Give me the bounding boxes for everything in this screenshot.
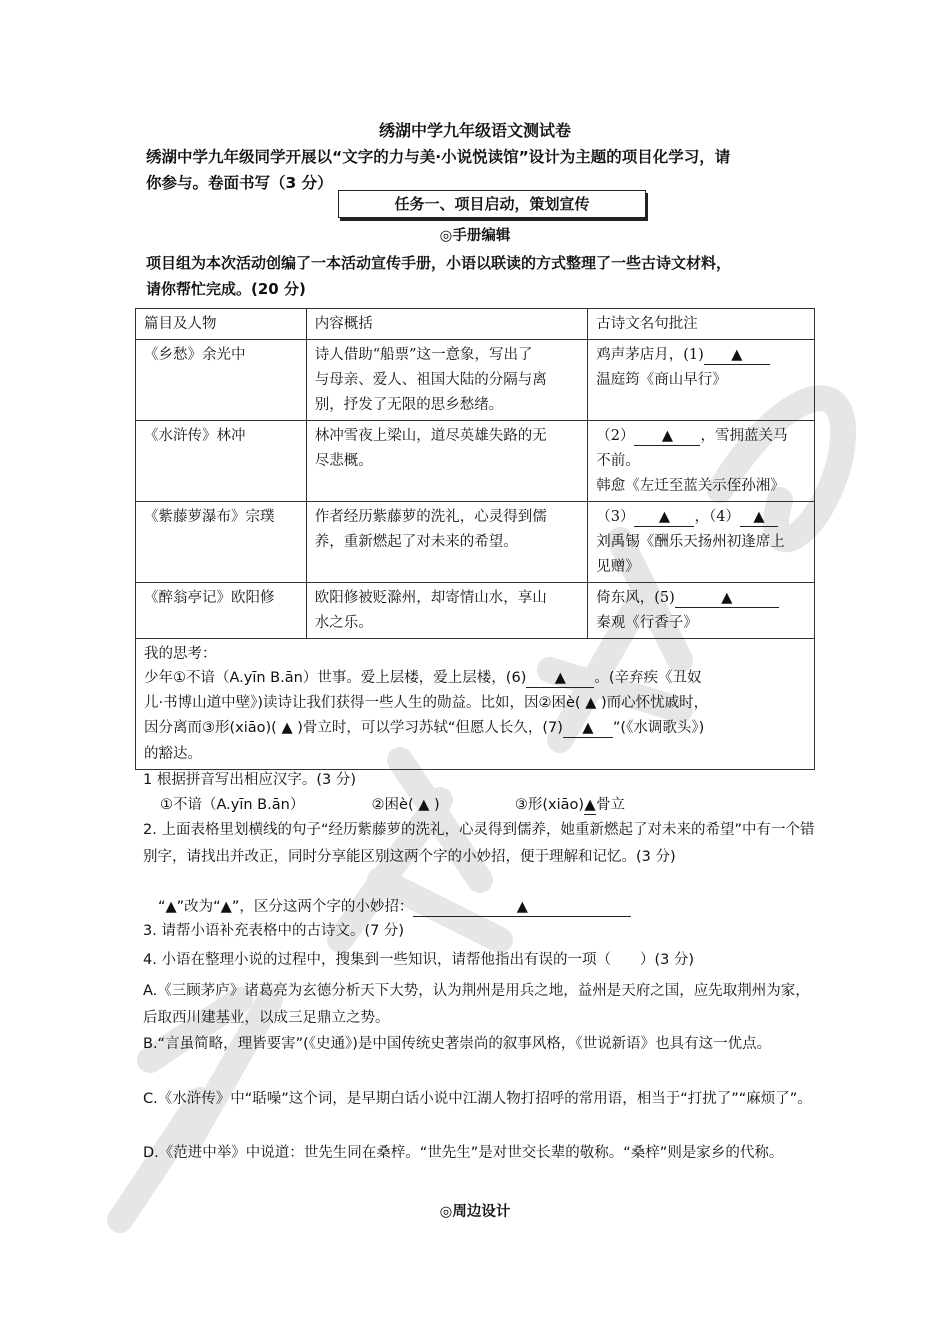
answer-blank-7[interactable]: ▲ <box>563 719 613 738</box>
note-text: 倚东风，(5) <box>596 590 675 606</box>
summary-line: 与母亲、爱人、祖国大陆的分隔与离 <box>314 372 547 388</box>
intro-line-1: 绣湖中学九年级同学开展以“文字的力与美·小说悦读馆”设计为主题的项目化学习，请 <box>146 148 731 166</box>
answer-blank-3[interactable]: ▲ <box>634 508 694 527</box>
exam-title: 绣湖中学九年级语文测试卷 <box>378 121 571 140</box>
summary-line: 水之乐。 <box>314 615 373 631</box>
summary-line: 诗人借助“船票”这一意象，写出了 <box>314 347 533 363</box>
table-header-row <box>136 309 815 340</box>
q1-option-c-suffix: 骨立 <box>596 797 626 813</box>
thinking-text: 的豁达。 <box>144 746 202 762</box>
note-source: 见赠》 <box>596 559 640 575</box>
header-cell: 内容概括 <box>306 309 588 340</box>
q4-option-c[interactable]: C.《水浒传》中“聒噪”这个词，是早期白话小说中江湖人物打招呼的常用语，相当于“打扰了”“麻烦了”。 <box>143 1091 812 1107</box>
note-cell <box>588 583 815 639</box>
summary-line: 别，抒发了无限的思乡愁绪。 <box>314 397 504 413</box>
answer-blank-1[interactable]: ▲ <box>704 346 770 365</box>
thinking-text: 因分离而③形(xiāo)( ▲ )骨立时，可以学习苏轼“但愿人长久，(7) <box>144 720 563 736</box>
work-cell: 《水浒传》林冲 <box>136 421 307 502</box>
q1-answer-blank[interactable]: ▲ <box>584 797 596 813</box>
question-2: 2. 上面表格里划横线的句子“经历紫藤萝的洗礼，心灵得到儒养，她重新燃起了对未来的希望”中有一个错别字，请找出并改正，同时分享能区别这两个字的小妙招，便于理解和记忆。(3 分) <box>143 822 815 865</box>
note-text: 鸡声茅店月，(1) <box>596 347 704 363</box>
summary-line: 养，重新燃起了对未来的希望。 <box>314 534 518 550</box>
summary-cell <box>306 502 588 583</box>
question-1-options <box>160 792 625 818</box>
answer-blank-2[interactable]: ▲ <box>634 427 700 446</box>
table-row <box>136 502 815 583</box>
thinking-text: 儿·书博山道中壁》)读诗让我们获得一些人生的勋益。比如，因②困è( ▲ )而心怀忧戚时， <box>144 695 709 711</box>
thinking-text: 少年①不谙（A.yīn B.ān）世事。爱上层楼，爱上层楼，(6) <box>144 670 527 686</box>
answer-blank-4[interactable]: ▲ <box>740 508 778 527</box>
q4-option-b[interactable]: B.“言虽简略，理皆要害”(《史通》)是中国传统史著崇尚的叙事风格，《世说新语》也具有这一优点。 <box>143 1036 772 1052</box>
question-1: 1 根据拼音写出相应汉字。(3 分) <box>143 772 356 788</box>
answer-blank-5[interactable]: ▲ <box>675 589 779 608</box>
q1-option-a: ①不谙（A.yīn B.ān） <box>160 797 305 813</box>
q2-answer-text: “▲”改为“▲”，区分这两个字的小妙招： <box>158 899 414 915</box>
handbook-desc-line-2: 请你帮忙完成。(20 分) <box>146 280 306 298</box>
note-source: 温庭筠《商山早行》 <box>596 372 727 388</box>
summary-cell <box>306 583 588 639</box>
summary-cell <box>306 421 588 502</box>
question-3: 3. 请帮小语补充表格中的古诗文。(7 分) <box>143 923 405 939</box>
summary-line: 作者经历紫藤萝的洗礼，心灵得到儒 <box>314 509 547 525</box>
question-4: 4. 小语在整理小说的过程中，搜集到一些知识，请帮他指出有误的一项（ ）(3 分) <box>143 952 695 968</box>
table-row <box>136 421 815 502</box>
thinking-text: 。(辛弃疾《丑奴 <box>594 670 702 686</box>
q2-answer-blank[interactable]: ▲ <box>413 898 631 917</box>
note-cell <box>588 340 815 421</box>
q4-option-a[interactable]: A.《三顾茅庐》诸葛亮为玄德分析天下大势，认为荆州是用兵之地，益州是天府之国，应先取荆州为家，后取西川建基业，以成三足鼎立之势。 <box>143 983 810 1026</box>
task1-heading-box: 任务一、项目启动，策划宣传 <box>338 190 646 218</box>
summary-cell <box>306 340 588 421</box>
work-cell: 《紫藤萝瀑布》宗璞 <box>136 502 307 583</box>
q1-option-c: ③形(xiāo) <box>514 797 585 813</box>
note-text: ，雪拥蓝关马 <box>700 428 788 444</box>
handbook-desc-line-1: 项目组为本次活动创编了一本活动宣传手册，小语以联读的方式整理了一些古诗文材料， <box>146 254 732 272</box>
question-2-answer <box>158 894 631 920</box>
header-cell: 篇目及人物 <box>136 309 307 340</box>
thinking-cell <box>136 639 815 770</box>
note-text: 不前。 <box>596 453 640 469</box>
note-source: 刘禹锡《酬乐天扬州初逢席上 <box>596 534 785 550</box>
note-source: 韩愈《左迁至蓝关示侄孙湘》 <box>596 478 785 494</box>
note-text: （2） <box>596 428 635 444</box>
note-text: （3） <box>596 509 635 525</box>
intro-line-2: 你参与。卷面书写（3 分） <box>146 174 333 192</box>
thinking-row <box>136 639 815 770</box>
note-text: ，（4） <box>694 509 740 525</box>
summary-line: 欧阳修被贬滁州，却寄情山水，享山 <box>314 590 547 606</box>
work-cell: 《醉翁亭记》欧阳修 <box>136 583 307 639</box>
handbook-description <box>146 250 731 302</box>
section-handbook-title: ◎手册编辑 <box>439 228 511 244</box>
table-row <box>136 340 815 421</box>
summary-line: 尽悲概。 <box>314 453 373 469</box>
thinking-text: ”(《水调歌头》) <box>612 720 705 736</box>
note-cell <box>588 421 815 502</box>
work-cell: 《乡愁》余光中 <box>136 340 307 421</box>
q4-option-d[interactable]: D.《范进中举》中说道：世先生同在桑梓。“世先生”是对世交长辈的敬称。“桑梓”则是家乡的代称。 <box>143 1145 784 1161</box>
poetry-table <box>135 308 815 770</box>
header-cell: 古诗文名句批注 <box>588 309 815 340</box>
note-cell <box>588 502 815 583</box>
answer-blank-6[interactable]: ▲ <box>526 669 594 688</box>
note-source: 秦观《行香子》 <box>596 615 698 631</box>
thinking-label: 我的思考： <box>144 646 217 662</box>
intro-paragraph <box>146 144 730 196</box>
table-row <box>136 583 815 639</box>
summary-line: 林冲雪夜上梁山，道尽英雄失路的无 <box>314 428 547 444</box>
section-design-title: ◎周边设计 <box>439 1204 511 1220</box>
q1-option-b[interactable]: ②困è( ▲ ) <box>371 797 440 813</box>
